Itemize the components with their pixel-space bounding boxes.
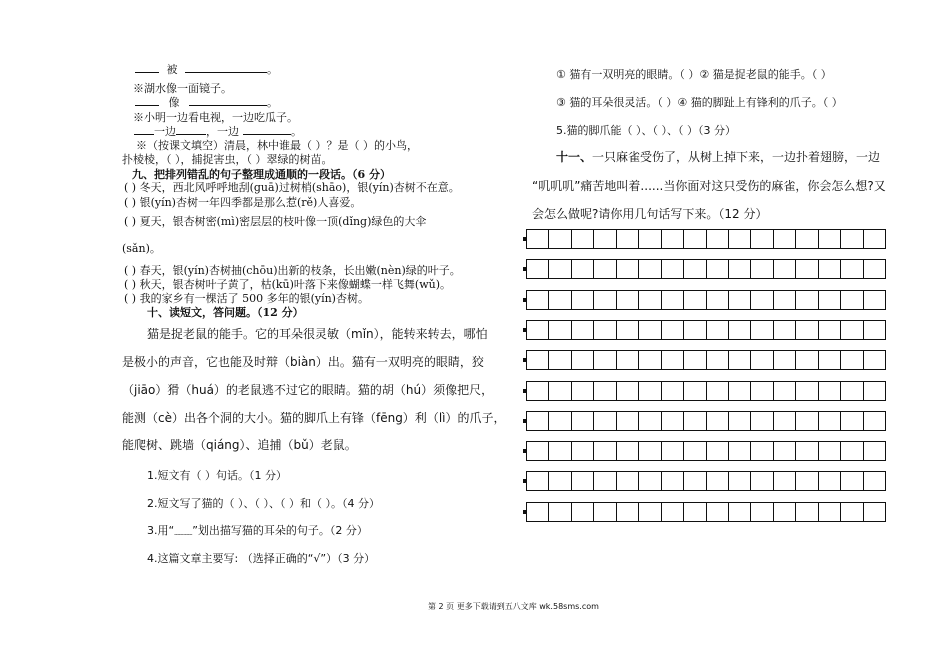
grid-cell[interactable] <box>594 351 616 369</box>
grid-cell[interactable] <box>684 472 706 490</box>
grid-cell[interactable] <box>572 291 594 309</box>
grid-cell[interactable] <box>594 412 616 430</box>
grid-cell[interactable] <box>549 351 571 369</box>
grid-cell[interactable] <box>796 412 818 430</box>
passage-line: 猫是捉老鼠的能手。它的耳朵很灵敏（mǐn），能转来转去，哪怕 <box>147 327 488 341</box>
row-marker <box>523 510 526 514</box>
passage-line: （jiāo）猾（huá）的老鼠逃不过它的眼睛。猫的胡（hú）须像把尺， <box>122 383 494 397</box>
grid-cell[interactable] <box>864 260 885 278</box>
grid-cell[interactable] <box>864 503 885 521</box>
grid-cell[interactable] <box>549 442 571 460</box>
grid-cell[interactable] <box>527 260 549 278</box>
grid-cell[interactable] <box>774 472 796 490</box>
grid-cell[interactable] <box>572 442 594 460</box>
grid-cell[interactable] <box>549 382 571 400</box>
answer-blank[interactable] <box>176 134 206 135</box>
grid-row[interactable] <box>526 381 886 401</box>
wavy-line-icon: ﹏﹏ <box>174 527 193 537</box>
grid-cell[interactable] <box>594 230 616 248</box>
row-marker <box>523 389 526 393</box>
grid-cell[interactable] <box>751 321 773 339</box>
line-end: 。 <box>291 125 302 138</box>
grid-cell[interactable] <box>639 442 661 460</box>
order-item: ( ) 夏天，银杏树密(mì)密层层的枝叶像一顶(dǐng)绿色的大伞 <box>124 215 427 228</box>
grid-cell[interactable] <box>819 412 841 430</box>
answer-blank[interactable] <box>134 134 154 135</box>
grid-cell[interactable] <box>527 321 549 339</box>
section-11-title: 十一、 <box>556 150 593 164</box>
grid-cell[interactable] <box>527 412 549 430</box>
grid-cell[interactable] <box>684 442 706 460</box>
grid-cell[interactable] <box>662 412 684 430</box>
grid-cell[interactable] <box>572 503 594 521</box>
line-word: 像 <box>168 96 180 109</box>
grid-cell[interactable] <box>751 503 773 521</box>
grid-cell[interactable] <box>549 291 571 309</box>
grid-cell[interactable] <box>572 321 594 339</box>
grid-cell[interactable] <box>864 291 885 309</box>
passage-line: 能测（cè）出各个洞的大小。猫的脚爪上有锋（fēng）利（lì）的爪子， <box>122 411 506 425</box>
grid-cell[interactable] <box>819 291 841 309</box>
grid-cell[interactable] <box>819 382 841 400</box>
grid-cell[interactable] <box>729 442 751 460</box>
grid-cell[interactable] <box>841 472 863 490</box>
grid-cell[interactable] <box>594 442 616 460</box>
line-end: 。 <box>267 63 278 76</box>
line-end: 。 <box>267 96 278 109</box>
grid-cell[interactable] <box>549 260 571 278</box>
grid-cell[interactable] <box>549 412 571 430</box>
passage-line: 能爬树、跳墙（qiáng）、追捕（bǔ）老鼠。 <box>122 438 357 452</box>
grid-cell[interactable] <box>639 503 661 521</box>
grid-cell[interactable] <box>751 260 773 278</box>
grid-cell[interactable] <box>684 412 706 430</box>
grid-cell[interactable] <box>662 442 684 460</box>
grid-cell[interactable] <box>684 230 706 248</box>
grid-cell[interactable] <box>751 442 773 460</box>
grid-cell[interactable] <box>617 472 639 490</box>
row-marker <box>523 419 526 423</box>
grid-row[interactable] <box>526 471 886 491</box>
grid-cell[interactable] <box>796 442 818 460</box>
grid-cell[interactable] <box>751 291 773 309</box>
grid-cell[interactable] <box>841 382 863 400</box>
row-marker <box>523 237 526 241</box>
grid-cell[interactable] <box>662 472 684 490</box>
grid-row[interactable] <box>526 259 886 279</box>
section-10-title: 十、读短文，答问题。（12 分） <box>147 306 304 319</box>
q3-suffix: ”划出描写猫的耳朵的句子。（2 分） <box>192 524 368 537</box>
order-item: ( ) 春天，银(yín)杏树抽(chōu)出新的枝条，长出嫩(nèn)绿的叶子。 <box>124 264 461 277</box>
grid-cell[interactable] <box>707 351 729 369</box>
grid-cell[interactable] <box>796 291 818 309</box>
grid-cell[interactable] <box>774 291 796 309</box>
grid-cell[interactable] <box>527 351 549 369</box>
grid-cell[interactable] <box>639 321 661 339</box>
grid-cell[interactable] <box>594 291 616 309</box>
grid-cell[interactable] <box>774 442 796 460</box>
page-footer: 第 2 页 更多下载请到五八文库 wk.58sms.com <box>428 602 599 611</box>
grid-cell[interactable] <box>751 412 773 430</box>
grid-cell[interactable] <box>594 503 616 521</box>
grid-cell[interactable] <box>639 472 661 490</box>
text-fill-line-1: ※（按课文填空）清晨，林中谁最（ ）？是（ ）的小鸟， <box>136 139 418 152</box>
passage-line: 是极小的声音，它也能及时辩（biàn）出。猫有一双明亮的眼睛，狡 <box>122 355 484 369</box>
grid-cell[interactable] <box>796 260 818 278</box>
grid-row[interactable] <box>526 350 886 370</box>
grid-cell[interactable] <box>707 321 729 339</box>
grid-cell[interactable] <box>729 351 751 369</box>
grid-cell[interactable] <box>549 503 571 521</box>
fill-line-2 <box>135 96 278 109</box>
grid-cell[interactable] <box>639 412 661 430</box>
grid-cell[interactable] <box>639 351 661 369</box>
grid-cell[interactable] <box>819 503 841 521</box>
line-word: ，一边 <box>206 125 239 138</box>
grid-cell[interactable] <box>707 291 729 309</box>
grid-cell[interactable] <box>684 321 706 339</box>
grid-cell[interactable] <box>774 503 796 521</box>
grid-cell[interactable] <box>819 351 841 369</box>
grid-cell[interactable] <box>864 442 885 460</box>
grid-cell[interactable] <box>662 260 684 278</box>
grid-cell[interactable] <box>639 382 661 400</box>
answer-blank[interactable] <box>185 72 267 73</box>
grid-cell[interactable] <box>617 230 639 248</box>
grid-cell[interactable] <box>729 260 751 278</box>
grid-cell[interactable] <box>684 291 706 309</box>
grid-cell[interactable] <box>527 442 549 460</box>
grid-cell[interactable] <box>751 230 773 248</box>
row-marker <box>523 479 526 483</box>
grid-cell[interactable] <box>841 351 863 369</box>
writing-grid[interactable] <box>526 229 886 532</box>
grid-cell[interactable] <box>819 230 841 248</box>
grid-cell[interactable] <box>819 442 841 460</box>
grid-cell[interactable] <box>796 351 818 369</box>
grid-cell[interactable] <box>819 472 841 490</box>
grid-cell[interactable] <box>774 260 796 278</box>
grid-cell[interactable] <box>639 230 661 248</box>
grid-cell[interactable] <box>684 260 706 278</box>
question-1: 1.短文有（ ）句话。（1 分） <box>147 469 287 482</box>
grid-row[interactable] <box>526 290 886 310</box>
grid-cell[interactable] <box>774 230 796 248</box>
grid-cell[interactable] <box>841 442 863 460</box>
grid-cell[interactable] <box>864 351 885 369</box>
grid-cell[interactable] <box>572 351 594 369</box>
grid-cell[interactable] <box>684 382 706 400</box>
order-item-continued: (sǎn)。 <box>122 242 161 255</box>
grid-cell[interactable] <box>684 503 706 521</box>
order-item: ( ) 银(yín)杏树一年四季都是那么惹(rě)人喜爱。 <box>124 196 362 209</box>
grid-cell[interactable] <box>796 503 818 521</box>
grid-cell[interactable] <box>617 260 639 278</box>
grid-cell[interactable] <box>572 382 594 400</box>
grid-cell[interactable] <box>841 260 863 278</box>
grid-cell[interactable] <box>774 412 796 430</box>
option-line-1: ① 猫有一双明亮的眼睛。（ ）② 猫是捉老鼠的能手。（ ） <box>556 68 832 81</box>
grid-cell[interactable] <box>617 321 639 339</box>
grid-cell[interactable] <box>527 230 549 248</box>
order-item: ( ) 冬天，西北风呼呼地刮(guā)过树梢(shāo)，银(yín)杏树不在意。 <box>124 181 460 194</box>
question-3 <box>147 524 368 539</box>
section-11-text: 一只麻雀受伤了，从树上掉下来，一边扑着翅膀，一边 <box>592 150 881 164</box>
grid-cell[interactable] <box>729 503 751 521</box>
grid-cell[interactable] <box>617 412 639 430</box>
grid-cell[interactable] <box>549 472 571 490</box>
text-fill-line-2: 扑棱棱，（ ），捕捉害虫，（ ）翠绿的树苗。 <box>122 153 333 166</box>
grid-cell[interactable] <box>662 351 684 369</box>
grid-cell[interactable] <box>774 382 796 400</box>
grid-cell[interactable] <box>819 260 841 278</box>
grid-cell[interactable] <box>707 382 729 400</box>
row-marker <box>523 449 526 453</box>
grid-cell[interactable] <box>729 412 751 430</box>
grid-cell[interactable] <box>864 412 885 430</box>
section-11-line-1 <box>556 151 880 164</box>
grid-cell[interactable] <box>684 351 706 369</box>
grid-cell[interactable] <box>707 503 729 521</box>
grid-cell[interactable] <box>707 472 729 490</box>
grid-cell[interactable] <box>841 321 863 339</box>
grid-cell[interactable] <box>617 291 639 309</box>
grid-cell[interactable] <box>527 382 549 400</box>
section-11-line-2: “叽叽叽”痛苦地叫着......当你面对这只受伤的麻雀，你会怎么想?又 <box>532 179 886 193</box>
grid-cell[interactable] <box>594 260 616 278</box>
answer-blank[interactable] <box>189 105 267 106</box>
section-9-title: 九、把排列错乱的句子整理成通顺的一段话。（6 分） <box>132 168 391 181</box>
line-word: 一边 <box>154 125 176 138</box>
grid-cell[interactable] <box>617 503 639 521</box>
grid-cell[interactable] <box>841 291 863 309</box>
grid-cell[interactable] <box>594 382 616 400</box>
grid-cell[interactable] <box>617 382 639 400</box>
grid-row[interactable] <box>526 320 886 340</box>
row-marker <box>523 328 526 332</box>
row-marker <box>523 358 526 362</box>
grid-cell[interactable] <box>796 382 818 400</box>
grid-cell[interactable] <box>796 472 818 490</box>
grid-cell[interactable] <box>707 442 729 460</box>
line-word: 被 <box>166 63 178 76</box>
grid-cell[interactable] <box>864 382 885 400</box>
grid-cell[interactable] <box>819 321 841 339</box>
grid-cell[interactable] <box>572 412 594 430</box>
grid-cell[interactable] <box>662 382 684 400</box>
grid-cell[interactable] <box>617 351 639 369</box>
grid-cell[interactable] <box>572 230 594 248</box>
grid-cell[interactable] <box>572 472 594 490</box>
grid-row[interactable] <box>526 502 886 522</box>
grid-cell[interactable] <box>572 260 594 278</box>
grid-cell[interactable] <box>729 382 751 400</box>
grid-cell[interactable] <box>549 321 571 339</box>
grid-cell[interactable] <box>662 291 684 309</box>
grid-cell[interactable] <box>549 230 571 248</box>
grid-cell[interactable] <box>751 382 773 400</box>
grid-cell[interactable] <box>729 321 751 339</box>
grid-cell[interactable] <box>662 321 684 339</box>
grid-cell[interactable] <box>751 472 773 490</box>
fill-line-1 <box>135 63 278 76</box>
q3-prefix: 3.用“ <box>147 524 175 537</box>
grid-cell[interactable] <box>751 351 773 369</box>
grid-row[interactable] <box>526 229 886 249</box>
grid-cell[interactable] <box>594 321 616 339</box>
order-item: ( ) 秋天，银杏树叶子黄了，枯(kū)叶落下来像蝴蝶一样飞舞(wǔ)。 <box>124 278 451 291</box>
grid-cell[interactable] <box>729 291 751 309</box>
answer-blank[interactable] <box>135 72 159 73</box>
example-sentence-1: ※湖水像一面镜子。 <box>133 82 232 95</box>
grid-cell[interactable] <box>774 351 796 369</box>
example-sentence-2: ※小明一边看电视，一边吃瓜子。 <box>133 111 298 124</box>
grid-cell[interactable] <box>707 230 729 248</box>
question-2: 2.短文写了猫的（ ）、（ ）、（ ）和（ ）。（4 分） <box>147 497 380 510</box>
grid-cell[interactable] <box>662 230 684 248</box>
row-marker <box>523 267 526 271</box>
grid-cell[interactable] <box>729 230 751 248</box>
question-5: 5.猫的脚爪能（ ）、（ ）、（ ）（3 分） <box>556 124 736 137</box>
grid-cell[interactable] <box>841 412 863 430</box>
grid-cell[interactable] <box>796 321 818 339</box>
grid-cell[interactable] <box>774 321 796 339</box>
grid-cell[interactable] <box>594 472 616 490</box>
row-marker <box>523 298 526 302</box>
grid-cell[interactable] <box>796 230 818 248</box>
grid-cell[interactable] <box>639 260 661 278</box>
grid-cell[interactable] <box>841 503 863 521</box>
grid-cell[interactable] <box>527 472 549 490</box>
grid-cell[interactable] <box>617 442 639 460</box>
fill-line-3 <box>134 125 302 138</box>
order-item: ( ) 我的家乡有一棵活了 500 多年的银(yín)杏树。 <box>124 292 369 305</box>
grid-cell[interactable] <box>527 503 549 521</box>
grid-cell[interactable] <box>841 230 863 248</box>
grid-cell[interactable] <box>527 291 549 309</box>
option-line-2: ③ 猫的耳朵很灵活。（ ）④ 猫的脚趾上有锋利的爪子。（ ） <box>556 96 843 109</box>
answer-blank[interactable] <box>243 134 291 135</box>
grid-cell[interactable] <box>707 260 729 278</box>
question-4: 4.这篇文章主要写: （选择正确的“√”）（3 分） <box>147 552 376 565</box>
grid-cell[interactable] <box>729 472 751 490</box>
grid-cell[interactable] <box>864 321 885 339</box>
grid-cell[interactable] <box>662 503 684 521</box>
grid-cell[interactable] <box>864 472 885 490</box>
grid-row[interactable] <box>526 441 886 461</box>
grid-cell[interactable] <box>707 412 729 430</box>
grid-row[interactable] <box>526 411 886 431</box>
grid-cell[interactable] <box>864 230 885 248</box>
grid-cell[interactable] <box>639 291 661 309</box>
answer-blank[interactable] <box>135 105 159 106</box>
section-11-line-3: 会怎么做呢?请你用几句话写下来。（12 分） <box>532 207 768 221</box>
